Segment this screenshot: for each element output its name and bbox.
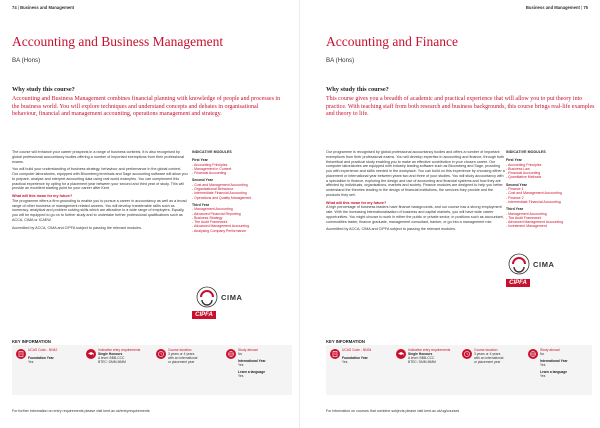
right-page bbox=[300, 0, 600, 428]
cipfa-logo: CIPFA bbox=[506, 279, 530, 287]
degree-type: BA (Hons) bbox=[12, 57, 41, 64]
duration-label: Course duration bbox=[474, 348, 498, 352]
page-title: Accounting and Finance bbox=[326, 34, 458, 49]
key-info-duration bbox=[156, 348, 222, 392]
key-information-heading: KEY INFORMATION bbox=[326, 339, 365, 344]
module-item: - Advanced Management Accounting bbox=[506, 220, 564, 225]
module-item: - Investment Management bbox=[506, 224, 547, 229]
section-name: Business and Management bbox=[525, 5, 580, 10]
running-header: Business and Management | 75 bbox=[525, 5, 588, 10]
modules-heading: INDICATIVE MODULES bbox=[192, 150, 232, 154]
international-year-value: Yes bbox=[238, 363, 244, 368]
module-item: - Operations and Quality Management bbox=[192, 195, 252, 200]
study-abroad-label: Study abroad bbox=[238, 348, 258, 352]
cima-logo-text: CIMA bbox=[221, 293, 243, 302]
why-study-heading: Why study this course? bbox=[12, 86, 75, 93]
entry-btec: BTEC: DMM-MMM bbox=[408, 360, 436, 365]
learn-language-label: Learn a language bbox=[238, 370, 266, 375]
globe-icon bbox=[226, 349, 236, 359]
entry-requirements-label: Indicative entry requirements bbox=[408, 348, 451, 352]
study-abroad-value: No bbox=[238, 352, 243, 357]
clock-icon bbox=[156, 349, 166, 359]
duration-line: with an international bbox=[168, 356, 198, 361]
study-abroad-label: Study abroad bbox=[540, 348, 560, 352]
key-information-strip bbox=[12, 345, 292, 395]
entry-a-level: A level: BBB-CCC bbox=[98, 356, 125, 361]
document-icon bbox=[16, 349, 26, 359]
key-info-study-abroad bbox=[226, 348, 290, 392]
module-item: - Intermediate Financial Accounting bbox=[192, 191, 247, 196]
learn-language-value: Yes bbox=[238, 374, 244, 379]
page-number: 74 bbox=[12, 5, 17, 10]
document-icon bbox=[330, 349, 340, 359]
module-item: - Finance 1 bbox=[506, 187, 524, 192]
module-item: - The Audit Framework bbox=[192, 220, 228, 225]
year-label: Second Year bbox=[192, 178, 213, 183]
page-number: 75 bbox=[583, 5, 588, 10]
indicative-modules bbox=[506, 150, 588, 229]
learn-language-value: Yes bbox=[540, 374, 546, 379]
cipfa-logo: CIPFA bbox=[192, 311, 216, 319]
cima-logo-mark bbox=[196, 286, 218, 308]
running-header: 74 | Business and Management bbox=[12, 5, 75, 10]
module-item: - Advanced Financial Reporting bbox=[192, 211, 241, 216]
year-label: Third Year bbox=[192, 202, 210, 207]
international-year-value: Yes bbox=[540, 363, 546, 368]
foundation-year-value: Yes bbox=[28, 360, 34, 365]
body-paragraph: Our programme is recognised by global professional accountancy bodies and offers a number of important exemptions from their professional exams. You will develop expertise in accounting and finance, through both theoretical and practical study enabling you to make an effective contribution in your chosen career. Our computer laboratories are equipped with industry leading software such as Bloomberg and Sage, providing you with experience and skills needed in the workplace. You can build on this experience by choosing either a placement or international year between years two and three of your studies. You will study accountancy with a specialism in finance, exploring the design and use of accounting and financial systems and how they are affected by individuals, organisations, markets and society. Finance modules are designed to help you better understand the theories leading to the design of financial institutions, the services they provide and the products they sell. bbox=[326, 150, 505, 197]
cima-logo-text: CIMA bbox=[533, 260, 555, 269]
key-info-duration bbox=[462, 348, 524, 392]
modules-heading: INDICATIVE MODULES bbox=[506, 150, 546, 154]
entry-btec: BTEC: DMM-MMM bbox=[98, 360, 126, 365]
module-item: - Business Strategy bbox=[192, 215, 223, 220]
year-label: Second Year bbox=[506, 182, 527, 187]
accreditation-text: Accredited by ACCA, CIMA and CIPFA subject to passing the relevant modules. bbox=[326, 227, 456, 232]
page-footer: For information on courses that combine subjects please visit kent.ac.uk/ug/courses bbox=[326, 409, 460, 413]
body-paragraph: You will build your understanding of business strategy, behaviour and performance in the global context. Our computer laboratories, equipped with Bloomberg terminals and Sage accounting software will allow you to prepare, analyse and interpret accounting data using real world examples. You can complement this practical experience by opting for a placement year between your second and third year of study. This will provide an excellent starting point for your career after Kent. bbox=[12, 167, 188, 191]
international-year-label: International Year bbox=[540, 359, 568, 364]
degree-type: BA (Hons) bbox=[326, 57, 355, 64]
module-item: - Management in Context bbox=[192, 166, 232, 171]
module-item: - Cost and Management Accounting bbox=[506, 191, 562, 196]
clock-icon bbox=[462, 349, 472, 359]
key-information-heading: KEY INFORMATION bbox=[12, 339, 51, 344]
international-year-label: International Year bbox=[238, 359, 266, 364]
globe-icon bbox=[528, 349, 538, 359]
why-study-text: Accounting and Business Management combines financial planning with knowledge of people and processes in the business world. You will explore techniques and understand concepts and debates in organisational behaviour, financial and management accounting, operations management and strategy. bbox=[12, 96, 281, 118]
entry-single-honours: Single Honours bbox=[408, 352, 433, 357]
module-item: - Accounting Principles bbox=[192, 162, 228, 167]
module-item: - Cost and Management Accounting bbox=[192, 182, 248, 187]
indicative-modules bbox=[192, 150, 274, 233]
duration-line: or placement year bbox=[168, 360, 195, 365]
key-info-ucas bbox=[16, 348, 82, 392]
duration-line: with an international bbox=[474, 356, 504, 361]
section-name: Business and Management bbox=[20, 5, 75, 10]
module-item: - Business Law bbox=[506, 166, 530, 171]
duration-line: 3 years or 4 years bbox=[168, 352, 195, 357]
learn-language-label: Learn a language bbox=[540, 370, 568, 375]
cima-logo-mark bbox=[508, 253, 530, 275]
career-text: A high percentage of business leaders have finance backgrounds, and our course has a strong employment rate. With the increasing internationalisation of business and capital markets, you will have wide career opportunities. You might choose to work in either the public or private sector, in positions such as accountant, commodities trader, finance graduate, management consultant, banker, or go into a management role. bbox=[326, 205, 504, 224]
module-item: - Quantitative Methods bbox=[506, 175, 542, 180]
why-study-text: This course gives you a breadth of academic and practical experience that will allow you to put theory into practice. With teaching staff from both research and business backgrounds, this course brings real-life examples and theory to life. bbox=[326, 96, 595, 118]
body-paragraph: The course will enhance your career prospects in a range of business contexts. It is also recognised by global professional accountancy bodies offering a number of important exemptions from their professional exams. bbox=[12, 150, 185, 164]
study-abroad-value: No bbox=[540, 352, 545, 357]
module-item: - Organisational Behaviour bbox=[192, 187, 234, 192]
body-column bbox=[12, 150, 188, 233]
module-item: - Finance 2 bbox=[506, 195, 524, 200]
foundation-year-label: Foundation Year bbox=[28, 356, 54, 361]
page-footer: For further information on entry requirements please visit kent.ac.uk/entryrequirements bbox=[12, 409, 150, 413]
entry-a-level: A level: BBB-CCC bbox=[408, 356, 435, 361]
year-label: First Year bbox=[506, 158, 522, 163]
key-information-strip bbox=[326, 345, 592, 395]
accreditation-text: Accredited by ACCA, CIMA and CIPFA subject to passing the relevant modules. bbox=[12, 225, 142, 230]
duration-line: or placement year bbox=[474, 360, 501, 365]
year-label: Third Year bbox=[506, 207, 524, 212]
year-label: First Year bbox=[192, 158, 208, 163]
module-item: - Financial Accounting bbox=[506, 171, 541, 176]
foundation-year-value: Yes bbox=[342, 360, 348, 365]
module-item: - Management Accounting bbox=[506, 211, 547, 216]
ucas-code: UCAS Code - NN34 bbox=[342, 348, 372, 352]
graduation-cap-icon bbox=[86, 349, 96, 359]
module-item: - Financial Accounting bbox=[192, 171, 227, 176]
key-info-entry bbox=[396, 348, 458, 392]
key-info-study-abroad bbox=[528, 348, 590, 392]
career-text: The programme offers a firm grounding to enable you to pursue a career in accountancy as well as a broad range of other business or management related careers. You will develop transferable skills such as numeracy, analytical and problem solving skills which are attractive to a wide range of employers. Equally, you will be equipped to go on to further study and to undertake further professional qualifications such as ACCA, CIMA or ICAEW. bbox=[12, 198, 187, 222]
career-heading: What will this mean for my future? bbox=[12, 194, 73, 198]
key-info-entry bbox=[86, 348, 152, 392]
why-study-heading: Why study this course? bbox=[326, 86, 389, 93]
module-item: - Advanced Management Accounting bbox=[192, 224, 250, 229]
body-column bbox=[326, 150, 506, 235]
career-heading: What will this mean for my future? bbox=[326, 200, 387, 205]
ucas-code: UCAS Code - NN42 bbox=[28, 348, 58, 352]
entry-requirements-label: Indicative entry requirements bbox=[98, 348, 141, 352]
module-item: - Analysing Company Performance bbox=[192, 228, 247, 233]
module-item: - Accounting Principles bbox=[506, 162, 542, 167]
duration-line: 3 years or 4 years bbox=[474, 352, 501, 357]
page-title: Accounting and Business Management bbox=[12, 34, 224, 49]
duration-label: Course duration bbox=[168, 348, 192, 352]
graduation-cap-icon bbox=[396, 349, 406, 359]
foundation-year-label: Foundation Year bbox=[342, 356, 368, 361]
module-item: - Management Accounting bbox=[192, 207, 233, 212]
entry-single-honours: Single Honours bbox=[98, 352, 123, 357]
module-item: - Intermediate Financial Accounting bbox=[506, 199, 561, 204]
module-item: - The Audit Framework bbox=[506, 215, 542, 220]
key-info-ucas bbox=[330, 348, 392, 392]
